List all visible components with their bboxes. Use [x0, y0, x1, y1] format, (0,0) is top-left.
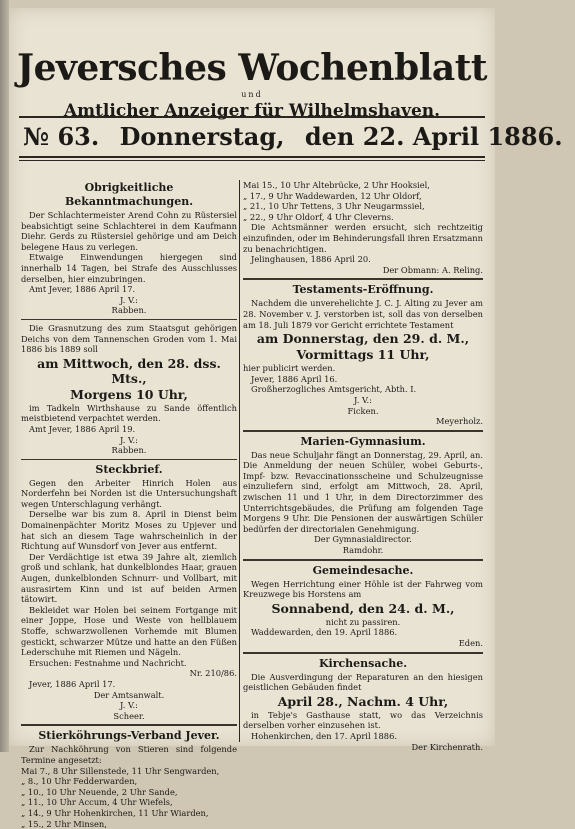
municipal-heading: Gemeindesache. [243, 564, 483, 578]
notice-text: Etwaige Einwendungen hiergegen sind innerhalb 14 Tagen, bei Strafe des Ausschlusses derselben, hier einzubringen. [21, 252, 237, 284]
grass-lease-time: Morgens 10 Uhr, [21, 387, 237, 402]
issue-rule-top [19, 156, 485, 158]
schedule-line: „ 14., 9 Uhr Hohenkirchen, 11 Uhr Wiarden, [21, 808, 237, 819]
book-binding-edge [0, 0, 9, 752]
notice-signature: Der Gymnasialdirector. [243, 534, 483, 545]
notice-date: Jever, 1886 April 16. [243, 374, 483, 385]
notice-signature: Der Obmann: A. Reling. [243, 265, 483, 276]
title-conjunction: und [9, 90, 495, 100]
grass-lease-date: am Mittwoch, den 28. dss. Mts., [21, 356, 237, 386]
warrant-text: Gegen den Arbeiter Hinrich Holen aus Norderfehn bei Norden ist die Untersuchungshaft wegen Unterschlagung verhängt. [21, 478, 237, 510]
municipal-text: Wegen Herrichtung einer Höhle ist der Fahrweg vom Kreuzwege bis Horstens am [243, 579, 483, 600]
notice-signature: Ramdohr. [243, 545, 483, 556]
notice-signature: J. V.: [21, 295, 237, 306]
issue-number: № 63. [23, 122, 99, 151]
testament-text: hier publicirt werden. [243, 363, 483, 374]
schedule-line: Mai 7., 8 Uhr Sillenstede, 11 Uhr Sengwarden, [21, 766, 237, 777]
issue-date: den 22. April 1886. [305, 122, 563, 151]
municipal-date: Sonnabend, den 24. d. M., [243, 601, 483, 616]
bull-inspection-text: Die Achtsmänner werden ersucht, sich rechtzeitig einzufinden, oder im Behinderungsfall ihren Ersatzmann zu benachrichtigen. [243, 222, 483, 254]
warrant-text: Der Verdächtige ist etwa 39 Jahre alt, ziemlich groß und schlank, hat dunkelblondes Haar, grauen Augen, dunkelblonden Schnurr- und Vollbart, mit ausrasirtem Kinn und ist auf beiden Armen tätowirt. [21, 552, 237, 605]
notice-signature: J. V.: [21, 700, 237, 711]
right-column [243, 180, 483, 746]
gymnasium-text: Das neue Schuljahr fängt an Donnerstag, 29. April, an. Die Anmeldung der neuen Schüler, wobei Geburts-, Impf- bzw. Revaccinationsscheine und Schulzeugnisse einzuliefern sind, erfolgt am Mittwoch, 28. April, zwischen 11 und 1 Uhr, in dem Directorzimmer des Unterrichtsgebäudes, die Prüfung am folgenden Tage Morgens 9 Uhr. Die Pensionen der auswärtigen Schüler bedürfen der directorialen Genehmigung. [243, 450, 483, 535]
church-heading: Kirchensache. [243, 657, 483, 671]
section-divider [21, 724, 237, 726]
bull-inspection-text: Zur Nachköhrung von Stieren sind folgende Termine angesetzt: [21, 744, 237, 765]
left-column [21, 180, 237, 746]
issue-rule-bottom [19, 160, 485, 161]
church-date: April 28., Nachm. 4 Uhr, [243, 694, 483, 709]
newspaper-page [9, 8, 495, 746]
notice-date: Jever, 1886 April 17. [21, 679, 237, 690]
testament-heading: Testaments-Eröffnung. [243, 283, 483, 297]
section-divider [243, 559, 483, 561]
warrant-reference: Nr. 210/86. [21, 668, 237, 679]
notice-text: Der Schlachtermeister Arend Cohn zu Rüstersiel beabsichtigt seine Schlachterei in dem Kaufmann Diehr. Gerds zu Rüstersiel gehörige und am Deich belegene Haus zu verlegen. [21, 210, 237, 252]
notice-signature: J. V.: [21, 435, 237, 446]
church-text: in Tebje's Gasthause statt, wo das Verzeichnis derselben vorher einzusehen ist. [243, 710, 483, 731]
notice-date: Jelinghausen, 1886 April 20. [243, 254, 483, 265]
notice-signature: Der Kirchenrath. [243, 742, 483, 753]
notice-date: Amt Jever, 1886 April 19. [21, 424, 237, 435]
masthead [9, 48, 495, 122]
bull-inspection-heading: Stierköhrungs-Verband Jever. [21, 729, 237, 743]
notice-date: Hohenkirchen, den 17. April 1886. [243, 731, 483, 742]
notice-signature: Eden. [243, 638, 483, 649]
warrant-text: Ersuchen: Festnahme und Nachricht. [21, 658, 237, 669]
issue-line [23, 119, 483, 155]
grass-lease-text: im Tadkeln Wirthshause zu Sande öffentlich meistbietend verpachtet werden. [21, 403, 237, 424]
notice-signature: J. V.: [243, 395, 483, 406]
notice-date: Amt Jever, 1886 April 17. [21, 284, 237, 295]
warrant-heading: Steckbrief. [21, 463, 237, 477]
issue-weekday: Donnerstag, [120, 122, 285, 151]
official-notices-heading: Obrigkeitliche Bekanntmachungen. [21, 181, 237, 209]
warrant-text: Derselbe war bis zum 8. April in Dienst beim Domainenpächter Moritz Moses zu Upjever und hat sich an diesem Tage wahrscheinlich in der Richtung auf Wunsdorf von Jever aus entfernt. [21, 509, 237, 551]
schedule-line: „ 15., 2 Uhr Minsen, [21, 819, 237, 829]
newspaper-title: Jeversches Wochenblatt [9, 48, 495, 88]
notice-signature: Rabben. [21, 305, 237, 316]
schedule-line: „ 8., 10 Uhr Fedderwarden, [21, 776, 237, 787]
schedule-line: Mai 15., 10 Uhr Altebrücke, 2 Uhr Hooksiel, [243, 180, 483, 191]
schedule-line: „ 22., 9 Uhr Oldorf, 4 Uhr Cleverns. [243, 212, 483, 223]
notice-signature: Rabben. [21, 445, 237, 456]
section-divider [21, 459, 237, 460]
schedule-line: „ 11., 10 Uhr Accum, 4 Uhr Wiefels, [21, 797, 237, 808]
section-divider [21, 319, 237, 320]
schedule-line: „ 17., 9 Uhr Waddewarden, 12 Uhr Oldorf, [243, 191, 483, 202]
testament-date: am Donnerstag, den 29. d. M., [243, 331, 483, 346]
testament-text: Nachdem die unverehelichte J. C. J. Alting zu Jever am 28. November v. J. verstorben ist, soll das von derselben am 18. Juli 1879 vor Gericht errichtete Testament [243, 298, 483, 330]
gymnasium-heading: Marien-Gymnasium. [243, 435, 483, 449]
column-divider [239, 180, 240, 742]
newspaper-subtitle: Amtlicher Anzeiger für Wilhelmshaven. [9, 100, 495, 122]
municipal-text: nicht zu passiren. [243, 617, 483, 628]
warrant-text: Bekleidet war Holen bei seinem Fortgange mit einer Joppe, Hose und Weste von hellblauem Stoffe, schwarzwollenen Vorhemde mit Blumen gestickt, schwarzer Mütze und hatte an den Füßen Lederschuhe mit Riemen und Nägeln. [21, 605, 237, 658]
masthead-rule [19, 116, 485, 118]
notice-signature: Ficken. [243, 406, 483, 417]
notice-date: Waddewarden, den 19. April 1886. [243, 627, 483, 638]
section-divider [243, 652, 483, 654]
notice-signature: Meyerholz. [243, 416, 483, 427]
schedule-line: „ 10., 10 Uhr Neuende, 2 Uhr Sande, [21, 787, 237, 798]
testament-time: Vormittags 11 Uhr, [243, 347, 483, 362]
schedule-line: „ 21., 10 Uhr Tettens, 3 Uhr Neugarmssiel, [243, 201, 483, 212]
section-divider [243, 278, 483, 280]
notice-signature: Scheer. [21, 711, 237, 722]
section-divider [243, 430, 483, 432]
notice-signature: Der Amtsanwalt. [21, 690, 237, 701]
court-name: Großherzogliches Amtsgericht, Abth. I. [243, 384, 483, 395]
church-text: Die Ausverdingung der Reparaturen an den hiesigen geistlichen Gebäuden findet [243, 672, 483, 693]
grass-lease-text: Die Grasnutzung des zum Staatsgut gehörigen Deichs von dem Tannenschen Groden vom 1. Mai 1886 bis 1889 soll [21, 323, 237, 355]
